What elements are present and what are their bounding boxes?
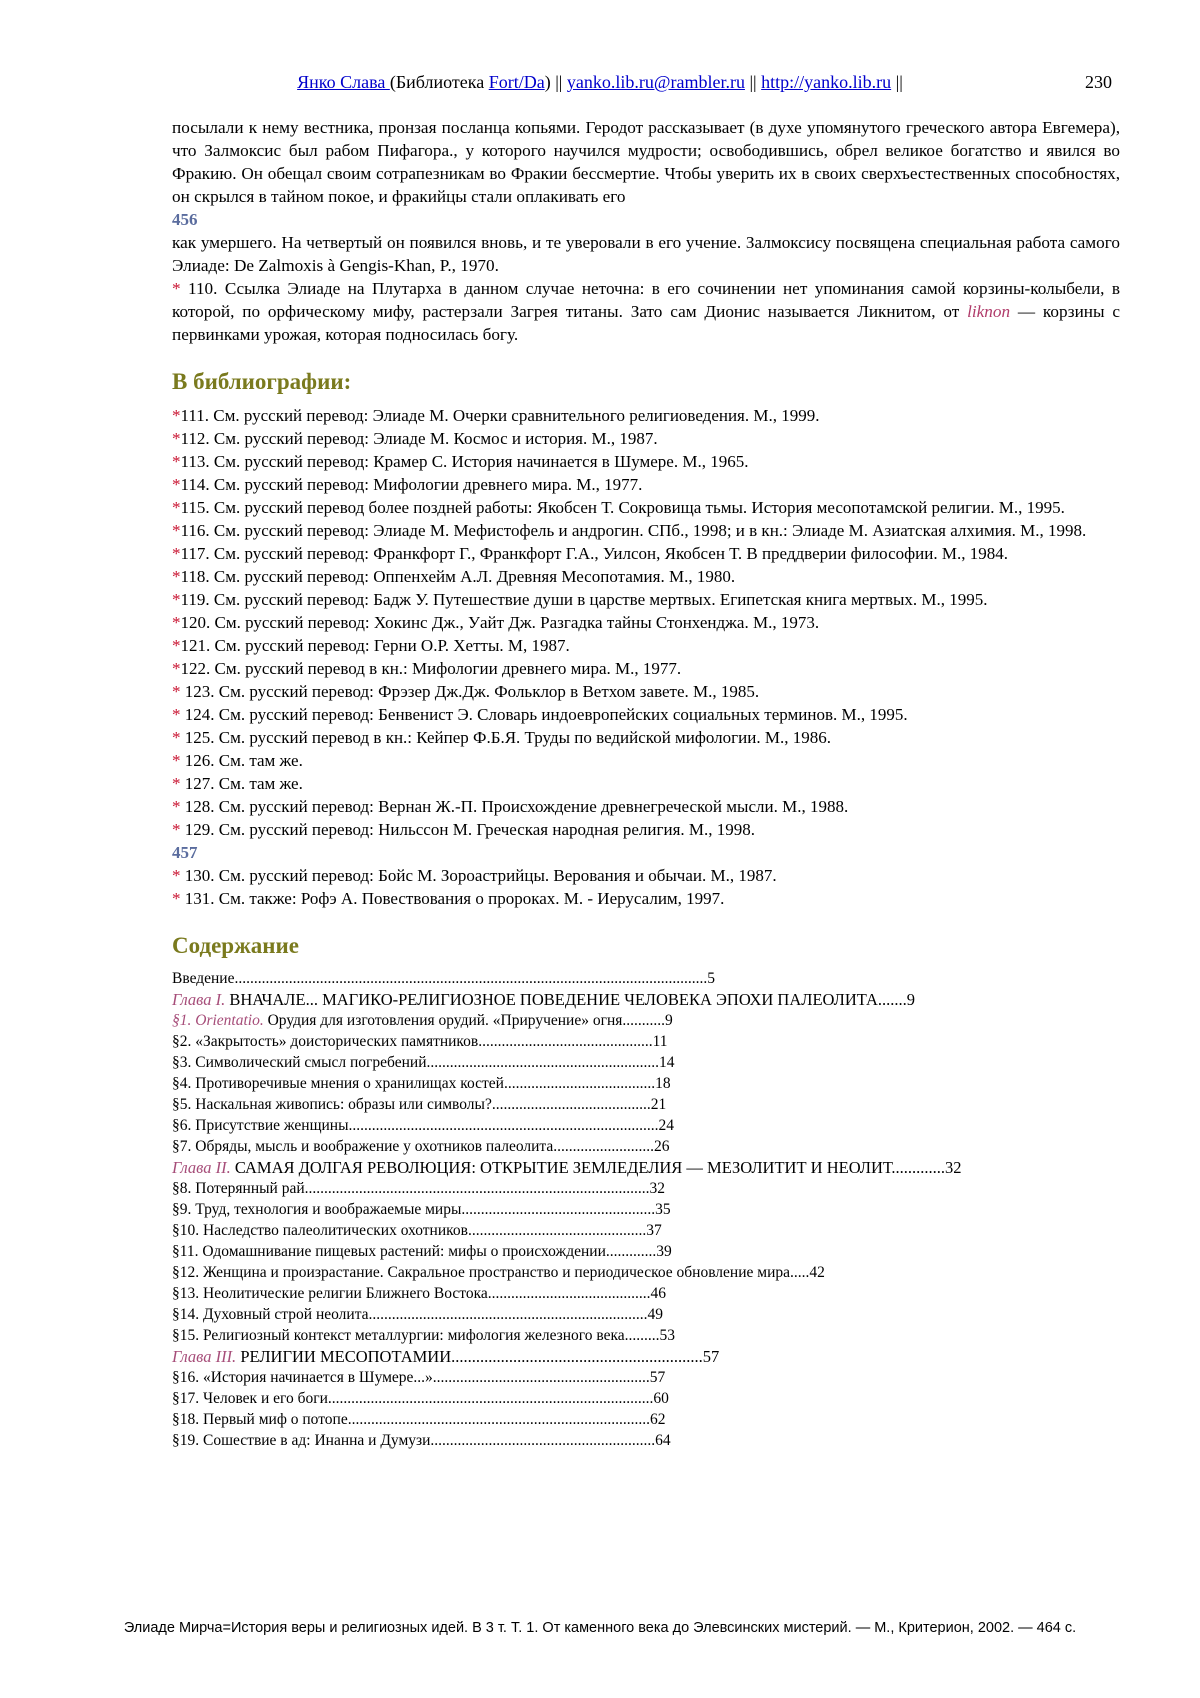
footnote-star: *: [172, 498, 181, 517]
header-separator: ) ||: [544, 72, 567, 92]
table-of-contents: [172, 968, 1120, 1451]
toc-row[interactable]: [172, 1304, 1120, 1325]
footnote-star: *: [172, 567, 181, 586]
liknon-term: liknon: [967, 302, 1011, 321]
bibliography-heading: В библиографии:: [172, 369, 352, 394]
toc-entry-text: §8. Потерянный рай.........................................................................................32: [172, 1180, 665, 1197]
bibliography-text: 112. См. русский перевод: Элиаде М. Космос и история. М., 1987.: [180, 429, 658, 448]
bibliography-entry: [172, 611, 1120, 634]
bibliography-entry: [172, 726, 1120, 749]
toc-row[interactable]: [172, 1241, 1120, 1262]
footnote-star: *: [172, 820, 181, 839]
bibliography-entry: [172, 473, 1120, 496]
toc-entry-text: §5. Наскальная живопись: образы или символы?.........................................21: [172, 1096, 667, 1113]
toc-entry-text: §11. Одомашнивание пищевых растений: мифы о происхождении.............39: [172, 1243, 672, 1260]
bibliography-text: 115. См. русский перевод более поздней работы: Якобсен Т. Сокровища тьмы. История месопотамской религии. М., 1995.: [180, 498, 1065, 517]
toc-row[interactable]: [172, 1178, 1120, 1199]
bibliography-entry: [172, 404, 1120, 427]
footnote-text: — корзины с первинками урожая, которая подносилась богу.: [172, 302, 1120, 344]
toc-row[interactable]: [172, 1325, 1120, 1346]
bibliography-entry: [172, 634, 1120, 657]
toc-row[interactable]: [172, 1283, 1120, 1304]
bibliography-text: 131. См. также: Рофэ А. Повествования о пророках. М. - Иерусалим, 1997.: [180, 889, 725, 908]
toc-row[interactable]: [172, 1010, 1120, 1031]
toc-row[interactable]: [172, 1199, 1120, 1220]
toc-entry-text: §7. Обряды, мысль и воображение у охотников палеолита..........................26: [172, 1138, 670, 1155]
bibliography-text: 130. См. русский перевод: Бойс М. Зороастрийцы. Верования и обычаи. М., 1987.: [180, 866, 777, 885]
bibliography-text: 122. См. русский перевод в кн.: Мифологии древнего мира. М., 1977.: [180, 659, 682, 678]
bibliography-text: 113. См. русский перевод: Крамер С. История начинается в Шумере. М., 1965.: [180, 452, 749, 471]
toc-entry-text: §10. Наследство палеолитических охотников..............................................37: [172, 1222, 662, 1239]
header-separator: ||: [891, 72, 903, 92]
bibliography-entry: [172, 588, 1120, 611]
footnote-star: *: [172, 889, 181, 908]
toc-entry-text: §14. Духовный строй неолита........................................................................49: [172, 1306, 664, 1323]
toc-entry-text: §9. Труд, технология и воображаемые миры..................................................35: [172, 1201, 671, 1218]
page-number: 230: [1085, 72, 1112, 92]
toc-entry-text: §3. Символический смысл погребений............................................................14: [172, 1054, 675, 1071]
toc-row[interactable]: [172, 1094, 1120, 1115]
toc-entry-text: §2. «Закрытость» доисторических памятников.............................................11: [172, 1033, 668, 1050]
footnote-star: *: [172, 728, 181, 747]
page-marker: 456: [172, 210, 198, 229]
bibliography-text: 124. См. русский перевод: Бенвенист Э. Словарь индоевропейских социальных терминов. М., 1995.: [180, 705, 908, 724]
footnote-star: *: [172, 705, 181, 724]
bibliography-entry: [172, 657, 1120, 680]
toc-entry-text: §12. Женщина и произрастание. Сакральное пространство и периодическое обновление мира.....42: [172, 1264, 825, 1281]
bibliography-text: 120. См. русский перевод: Хокинс Дж., Уайт Дж. Разгадка тайны Стонхенджа. М., 1973.: [180, 613, 820, 632]
toc-row[interactable]: [172, 968, 1120, 989]
toc-row[interactable]: [172, 1052, 1120, 1073]
page-footer: Элиаде Мирча=История веры и религиозных идей. В 3 т. Т. 1. От каменного века до Элевсинских мистерий. — М., Критерион, 2002. — 464 с.: [123, 1620, 1077, 1636]
toc-entry-text: §13. Неолитические религии Ближнего Востока..........................................46: [172, 1285, 667, 1302]
toc-chapter-row[interactable]: [172, 1157, 1120, 1178]
bibliography-text: 129. См. русский перевод: Нильссон М. Греческая народная религия. М., 1998.: [180, 820, 756, 839]
footnote-star: *: [172, 797, 181, 816]
body-paragraph: посылали к нему вестника, пронзая посланца копьями. Геродот рассказывает (в духе упомянутого греческого автора Евгемера), что Залмоксис был рабом Пифагора., у которого научился мудрости; освободившись, обрел великое богатство и явился во Фракию. Он обещал своим сотрапезникам во Фракии бессмертие. Чтобы уверить их в своих сверхъестественных способностях, он скрылся в тайном покое, и фракийцы стали оплакивать его: [172, 118, 1120, 206]
toc-entry-text: §6. Присутствие женщины................................................................................24: [172, 1117, 675, 1134]
email-link[interactable]: yanko.lib.ru@rambler.ru: [566, 72, 745, 92]
bibliography-text: 128. См. русский перевод: Вернан Ж.-П. Происхождение древнегреческой мысли. М., 1988.: [180, 797, 849, 816]
bibliography-entry: [172, 519, 1120, 542]
toc-row[interactable]: [172, 1388, 1120, 1409]
toc-label: §1. Orientatio.: [172, 1012, 264, 1029]
toc-row[interactable]: [172, 1220, 1120, 1241]
toc-entry-text: РЕЛИГИИ МЕСОПОТАМИИ.............................................................57: [236, 1347, 720, 1366]
toc-entry-text: САМАЯ ДОЛГАЯ РЕВОЛЮЦИЯ: ОТКРЫТИЕ ЗЕМЛЕДЕЛИЯ — МЕЗОЛИТИТ И НЕОЛИТ.............32: [230, 1158, 962, 1177]
footnote-star: *: [172, 279, 181, 298]
bibliography-entry: [172, 864, 1120, 887]
toc-chapter-row[interactable]: [172, 989, 1120, 1010]
page-marker: 457: [172, 843, 198, 862]
footnote-star: *: [172, 636, 181, 655]
bibliography-entry: [172, 772, 1120, 795]
bibliography-text: 114. См. русский перевод: Мифологии древнего мира. М., 1977.: [180, 475, 643, 494]
footnote-text: 110. Ссылка Элиаде на Плутарха в данном случае неточна: в его сочинении нет упоминания самой корзины-колыбели, в которой, по орфическому мифу, растерзали Загрея титаны. Зато сам Дионис называется Ликнитом, от: [172, 279, 1120, 321]
toc-entry-text: §16. «История начинается в Шумере...»........................................................57: [172, 1369, 666, 1386]
toc-entry-text: ВНАЧАЛЕ... МАГИКО-РЕЛИГИОЗНОЕ ПОВЕДЕНИЕ ЧЕЛОВЕКА ЭПОХИ ПАЛЕОЛИТА.......9: [225, 990, 916, 1009]
footnote-star: *: [172, 866, 181, 885]
footnote-star: *: [172, 521, 181, 540]
site-link[interactable]: http://yanko.lib.ru: [761, 72, 892, 92]
bibliography-entry: [172, 795, 1120, 818]
toc-entry-text: §4. Противоречивые мнения о хранилищах костей.......................................18: [172, 1075, 671, 1092]
bibliography-text: 121. См. русский перевод: Герни О.Р. Хетты. М, 1987.: [180, 636, 570, 655]
toc-row[interactable]: [172, 1409, 1120, 1430]
footnote-star: *: [172, 590, 181, 609]
footnote-star: *: [172, 774, 181, 793]
header-separator: ||: [744, 72, 762, 92]
footnote-110: [172, 277, 1120, 346]
toc-row[interactable]: [172, 1262, 1120, 1283]
toc-heading: Содержание: [172, 933, 299, 958]
bibliography-entry: [172, 496, 1120, 519]
toc-row[interactable]: [172, 1073, 1120, 1094]
bibliography-entry: [172, 887, 1120, 910]
toc-row[interactable]: [172, 1115, 1120, 1136]
toc-entry-text: §19. Сошествие в ад: Инанна и Думузи..........................................................64: [172, 1432, 671, 1449]
bibliography-entry: [172, 703, 1120, 726]
footnote-star: *: [172, 475, 181, 494]
toc-label: Глава III.: [172, 1347, 237, 1366]
toc-label: Глава II.: [172, 1158, 231, 1177]
toc-entry-text: Орудия для изготовления орудий. «Приручение» огня...........9: [263, 1012, 673, 1029]
toc-entry-text: §18. Первый миф о потопе..............................................................................62: [172, 1411, 666, 1428]
footnote-star: *: [172, 544, 181, 563]
bibliography-text: 117. См. русский перевод: Франкфорт Г., Франкфорт Г.А., Уилсон, Якобсен Т. В преддверии философии. М., 1984.: [180, 544, 1008, 563]
footnote-star: *: [172, 613, 181, 632]
bibliography-text: 123. См. русский перевод: Фрэзер Дж.Дж. Фольклор в Ветхом завете. М., 1985.: [180, 682, 760, 701]
footnote-star: *: [172, 682, 181, 701]
bibliography-text: 118. См. русский перевод: Оппенхейм А.Л. Древняя Месопотамия. М., 1980.: [180, 567, 736, 586]
bibliography-entry: [172, 427, 1120, 450]
bibliography-text: 126. См. там же.: [180, 751, 303, 770]
toc-chapter-row[interactable]: [172, 1346, 1120, 1367]
header-text: (Библиотека: [389, 72, 489, 92]
fortda-link[interactable]: Fort/Da: [488, 72, 545, 92]
page-content: [172, 116, 1120, 1451]
footnote-star: *: [172, 429, 181, 448]
bibliography-list: [172, 404, 1120, 910]
toc-entry-text: §15. Религиозный контекст металлургии: мифология железного века.........53: [172, 1327, 676, 1344]
bibliography-entry: [172, 542, 1120, 565]
toc-label: Глава I.: [172, 990, 226, 1009]
body-paragraph: как умершего. На четвертый он появился вновь, и те уверовали в его учение. Залмоксису посвящена специальная работа самого Элиаде: De Zalmoxis à Gengis-Khan, P., 1970.: [172, 233, 1120, 275]
bibliography-entry: [172, 565, 1120, 588]
toc-row[interactable]: [172, 1367, 1120, 1388]
bibliography-entry: [172, 450, 1120, 473]
bibliography-text: 111. См. русский перевод: Элиаде М. Очерки сравнительного религиоведения. М., 1999.: [180, 406, 820, 425]
author-link[interactable]: Янко Слава: [297, 72, 390, 92]
toc-entry-text: §17. Человек и его боги....................................................................................60: [172, 1390, 669, 1407]
page-header: [0, 72, 1200, 93]
bibliography-entry: [172, 749, 1120, 772]
toc-row[interactable]: [172, 1430, 1120, 1451]
bibliography-text: 127. См. там же.: [180, 774, 303, 793]
footnote-star: *: [172, 452, 181, 471]
bibliography-entry: [172, 680, 1120, 703]
toc-entry-text: Введение..........................................................................................................................5: [172, 970, 715, 987]
footnote-star: *: [172, 751, 181, 770]
toc-row[interactable]: [172, 1031, 1120, 1052]
bibliography-text: 116. См. русский перевод: Элиаде М. Мефистофель и андрогин. СПб., 1998; и в кн.: Элиаде М. Азиатская алхимия. М., 1998.: [180, 521, 1087, 540]
bibliography-text: 125. См. русский перевод в кн.: Кейпер Ф.Б.Я. Труды по ведийской мифологии. М., 1986.: [180, 728, 831, 747]
footnote-star: *: [172, 406, 181, 425]
bibliography-text: 119. См. русский перевод: Бадж У. Путешествие души в царстве мертвых. Египетская книга мертвых. М., 1995.: [180, 590, 988, 609]
toc-row[interactable]: [172, 1136, 1120, 1157]
footnote-star: *: [172, 659, 181, 678]
bibliography-entry: [172, 818, 1120, 841]
